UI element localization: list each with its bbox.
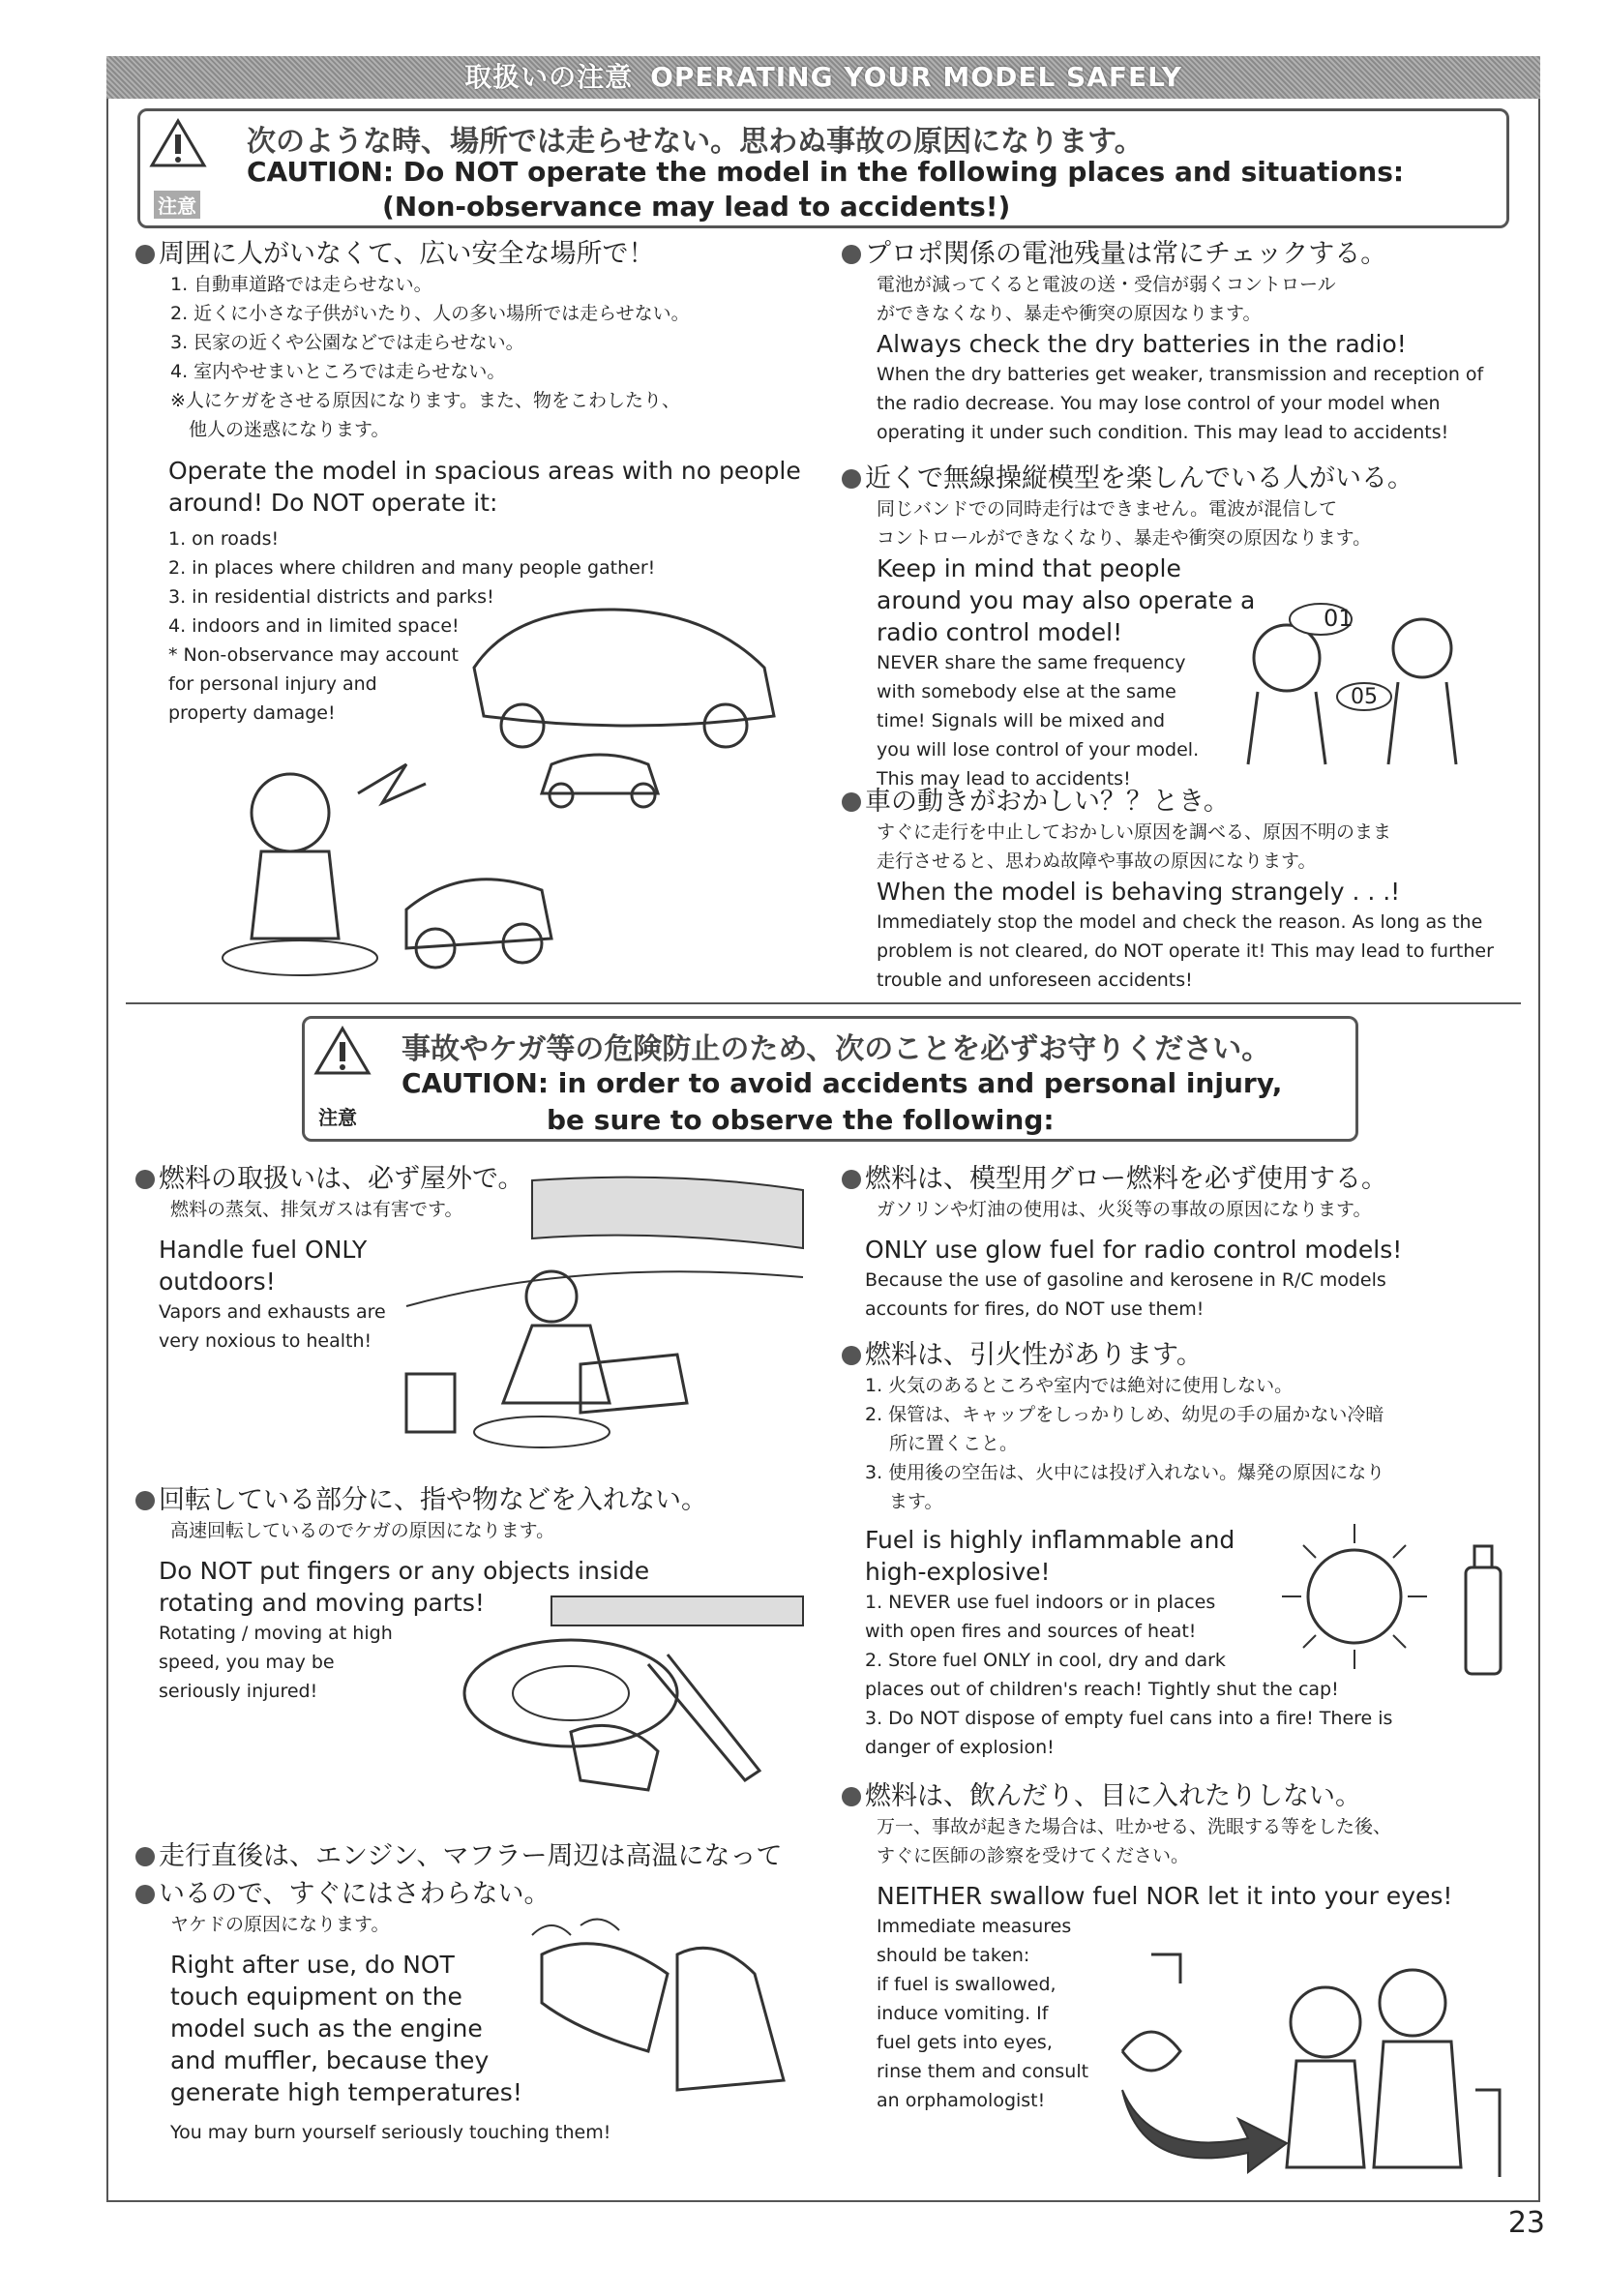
s4-en-body: Immediately stop the model and check the reason. As long as the problem is not cleared, do NOT operate it! This may lead to further trouble and unforeseen accidents! [877,911,1494,991]
caution-label-2: 注意 [318,1106,357,1129]
s2-en-head: Always check the dry batteries in the radio! [877,330,1407,358]
s3-title: 近くで無線操縦模型を楽しんでいる人がいる。 [842,457,1519,494]
section-swallow-eyes: 燃料は、飲んだり、目に入れたりしない。 万一、事故が起きた場合は、吐かせる、洗眼する等をした後、 すぐに医師の診察を受けてください。 NEITHER swallow fuel NOR let it into your eyes! Immediate measures should be taken: if fuel is swallowed, induce vomiting. If fuel gets into eyes, rinse them and consult an orphamologist! [842,1774,1519,2115]
s1-en-head: Operate the model in spacious areas with no people around! Do NOT operate it: [168,457,801,517]
s10-title: 燃料は、飲んだり、目に入れたりしない。 [842,1774,1519,1812]
s5-title: 燃料の取扱いは、必ず屋外で。 [135,1157,813,1195]
header-en: OPERATING YOUR MODEL SAFELY [650,61,1182,93]
flag-label-05: 05 [1351,685,1378,709]
caution-label-1: 注意 [154,191,200,219]
s1-en: Operate the model in spacious areas with no people around! Do NOT operate it: 1. on roads! 2. in places where children and many people gather! 3. in residential districts and parks! 4. indoors and in limited space! * Non-observance may account for personal injury and property damage! [168,455,807,728]
rotating-parts-illustration [426,1587,813,1800]
section-fuel-outdoors: 燃料の取扱いは、必ず屋外で。 燃料の蒸気、排気ガスは有害です。 Handle fuel ONLY outdoors! Vapors and exhausts are very noxious to health! [135,1157,813,1356]
section-hot-engine: 走行直後は、エンジン、マフラー周辺は高温になって いるので、すぐにはさわらない。 ヤケドの原因になります。 Right after use, do NOT touch equipment on the model such as the engine and muffler, because they generate high temperatures! You may burn yourself seriously touching them! [135,1834,871,2147]
section-rotating-parts: 回転している部分に、指や物などを入れない。 高速回転しているのでケガの原因になります。 Do NOT put fingers or any objects inside rotating and moving parts! Rotating / moving at high speed, you may be seriously injured! [135,1478,813,1706]
section-flammable: 燃料は、引火性があります。 1. 火気のあるところや室内では絶対に使用しない。 2. 保管は、キャップをしっかりしめ、幼児の手の届かない冷暗 所に置くこと。 3. 使用後の空缶は、火中には投げ入れない。爆発の原因になり ます。 Fuel is highly inflammable and high-explosive! 1. NEVER use fuel indoors or in places with open fires and sources of heat! 2. Store fuel ONLY in cool, dry and dark places out of children's reach! Tightly shut the cap! 3. Do NOT dispose of empty fuel cans into a fire! There is danger of explosion! [842,1333,1519,1762]
sun-and-fuel-bottle-illustration [1267,1519,1519,1693]
caution-2-en1: CAUTION: in order to avoid accidents and personal injury, [402,1067,1283,1099]
first-aid-illustration [1093,1945,1519,2196]
flag-label-01: 01 [1324,605,1354,632]
section-safe-area: 周囲に人がいなくて、広い安全な場所で！ 1. 自動車道路では走らせない。 2. 近くに小さな子供がいたり、人の多い場所では走らせない。 3. 民家の近くや公園などでは走らせない。 4. 室内やせまいところでは走らせない。 ※人にケガをさせる原因になります。また、物をこわしたり、 他人の迷惑になります。 [135,232,813,444]
s6-title: 燃料は、模型用グロー燃料を必ず使用する。 [842,1157,1519,1195]
header-jp: 取扱いの注意 [464,61,634,93]
section-strange-behavior: 車の動きがおかしい？？とき。 すぐに走行を中止しておかしい原因を調べる、原因不明のまま 走行させると、思わぬ故障や事故の原因になります。 When the model is behaving strangely . . .! Immediately stop the model and check the reason. As long as the problem is not cleared, do NOT operate it! This may lead to further trouble and unforeseen accidents! [842,780,1519,995]
hot-engine-hand-illustration [522,1916,813,2109]
caution-box-1 [137,108,1509,228]
caution-box-2 [302,1016,1358,1142]
s8-title: 回転している部分に、指や物などを入れない。 [135,1478,813,1516]
page-header [106,56,1540,99]
section-glow-fuel: 燃料は、模型用グロー燃料を必ず使用する。 ガソリンや灯油の使用は、火災等の事故の原因になります。 ONLY use glow fuel for radio control models! Because the use of gasoline and kerosene in R/C models accounts for fires, do NOT use them! [842,1157,1519,1324]
fueling-outdoors-illustration [387,1171,813,1461]
section-divider [126,1002,1521,1004]
s10-en-head: NEITHER swallow fuel NOR let it into your eyes! [877,1882,1453,1910]
s9-title: 走行直後は、エンジン、マフラー周辺は高温になって [135,1834,871,1872]
caution-1-en2: (Non-observance may lead to accidents!) [382,191,1011,223]
s4-title: 車の動きがおかしい？？とき。 [842,780,1519,818]
page-number: 23 [1507,2206,1545,2240]
s2-en-body: When the dry batteries get weaker, transmission and reception of the radio decrease. You may lose control of your model when operating it under such condition. This may lead to accidents! [877,364,1484,443]
s7-title: 燃料は、引火性があります。 [842,1333,1519,1371]
section-other-operators: 近くで無線操縦模型を楽しんでいる人がいる。 同じバンドでの同時走行はできません。電波が混信して コントロールができなくなり、暴走や衝突の原因なります。 Keep in mind that people around you may also operate a radio control model! NEVER share the same frequency with somebody else at the same time! Signals will be mixed and you will lose control of your model. This may lead to accidents! [842,457,1519,793]
warning-triangle-icon [312,1025,372,1098]
caution-1-en1: CAUTION: Do NOT operate the model in the following places and situations: [247,156,1405,188]
s2-title: プロポ関係の電池残量は常にチェックする。 [842,232,1519,270]
s1-title: 周囲に人がいなくて、広い安全な場所で！ [135,232,813,270]
s3-en-head: Keep in mind that people around you may also operate a radio control model! [877,554,1256,646]
s4-en-head: When the model is behaving strangely . . .! [877,878,1401,906]
caution-1-jp: 次のような時、場所では走らせない。思わぬ事故の原因になります。 [247,125,1144,159]
s6-en-head: ONLY use glow fuel for radio control models! [865,1236,1403,1264]
caution-2-en2: be sure to observe the following: [547,1104,1055,1136]
boy-and-rc-car-illustration [213,745,580,997]
warning-triangle-icon [148,117,208,191]
section-batteries: プロポ関係の電池残量は常にチェックする。 電池が減ってくると電波の送・受信が弱くコントロール ができなくなり、暴走や衝突の原因なります。 Always check the dry batteries in the radio! When the dry batteries get weaker, transmission and reception of the radio decrease. You may lose control of your model when operating it under such condition. This may lead to accidents! [842,232,1519,447]
caution-2-jp: 事故やケガ等の危険防止のため、次のことを必ずお守りください。 [402,1032,1271,1066]
